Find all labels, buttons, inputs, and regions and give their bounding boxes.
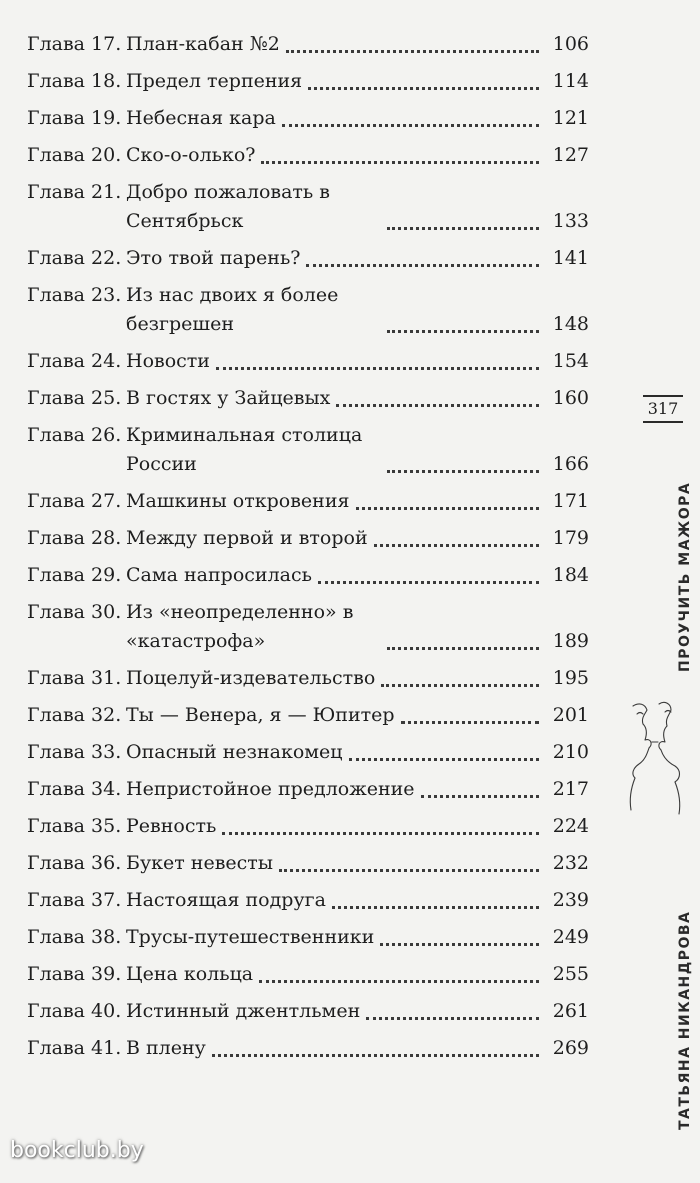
chapter-label: Глава 25. [27, 387, 122, 409]
chapter-label: Глава 29. [27, 564, 122, 586]
chapter-label: Глава 21. [27, 181, 122, 203]
toc-entry [27, 524, 589, 553]
toc-entry [27, 281, 589, 339]
book-title: ПРОУЧИТЬ МАЖОРА [677, 481, 693, 672]
toc-entry [27, 997, 589, 1026]
author-name: ТАТЬЯНА НИКАНДРОВА [677, 910, 693, 1130]
toc-entry [27, 849, 589, 878]
toc-entry [27, 923, 589, 952]
dot-leader [306, 264, 539, 267]
toc-entry [27, 487, 589, 516]
toc-entry [27, 886, 589, 915]
chapter-page: 195 [552, 667, 589, 689]
dot-leader [387, 330, 539, 333]
toc-entry [27, 561, 589, 590]
toc-entry [27, 598, 589, 656]
dot-leader [279, 869, 539, 872]
chapter-page: 232 [552, 852, 589, 874]
chapter-title: Между первой и второй [126, 527, 368, 549]
chapter-page: 154 [552, 350, 589, 372]
dot-leader [349, 758, 539, 761]
dot-leader [387, 227, 539, 230]
toc-entry [27, 178, 589, 236]
chapter-page: 189 [552, 630, 589, 652]
chapter-page: 171 [552, 490, 589, 512]
toc-entry [27, 244, 589, 273]
kissing-faces-icon [625, 698, 685, 823]
chapter-label: Глава 17. [27, 33, 122, 55]
chapter-title: Предел терпения [126, 70, 303, 92]
chapter-label: Глава 30. [27, 601, 122, 623]
chapter-page: 217 [552, 778, 589, 800]
chapter-page: 239 [552, 889, 589, 911]
side-margin [625, 0, 693, 1183]
chapter-title: В плену [126, 1037, 206, 1059]
chapter-page: 166 [552, 453, 589, 475]
chapter-label: Глава 23. [27, 284, 122, 306]
chapter-label: Глава 32. [27, 704, 122, 726]
toc-entry [27, 812, 589, 841]
chapter-page: 261 [552, 1000, 589, 1022]
chapter-label: Глава 18. [27, 70, 122, 92]
chapter-title: Криминальная столица России [126, 424, 363, 475]
watermark: bookclub.by [10, 1138, 144, 1163]
toc-entry [27, 30, 589, 59]
chapter-page: 148 [552, 313, 589, 335]
chapter-title: Поцелуй-издевательство [126, 667, 376, 689]
chapter-title: Это твой парень? [126, 247, 301, 269]
chapter-title: В гостях у Зайцевых [126, 387, 331, 409]
dot-leader [318, 581, 539, 584]
dot-leader [212, 1054, 539, 1057]
dot-leader [261, 161, 539, 164]
chapter-page: 201 [552, 704, 589, 726]
chapter-label: Глава 36. [27, 852, 122, 874]
chapter-page: 114 [552, 70, 589, 92]
chapter-title: Небесная кара [126, 107, 276, 129]
chapter-page: 133 [552, 210, 589, 232]
chapter-title: Машкины откровения [126, 490, 350, 512]
table-of-contents [27, 30, 589, 1071]
toc-entry [27, 701, 589, 730]
dot-leader [387, 470, 539, 473]
chapter-title: Из нас двоих я более безгрешен [126, 284, 339, 335]
dot-leader [374, 544, 539, 547]
dot-leader [222, 832, 539, 835]
chapter-label: Глава 39. [27, 963, 122, 985]
chapter-label: Глава 31. [27, 667, 122, 689]
dot-leader [356, 507, 540, 510]
chapter-label: Глава 28. [27, 527, 122, 549]
chapter-label: Глава 20. [27, 144, 122, 166]
chapter-label: Глава 24. [27, 350, 122, 372]
toc-entry [27, 347, 589, 376]
toc-entry [27, 421, 589, 479]
toc-entry [27, 738, 589, 767]
chapter-title: Ревность [126, 815, 217, 837]
chapter-title: Трусы-путешественники [126, 926, 375, 948]
chapter-page: 249 [552, 926, 589, 948]
dot-leader [387, 647, 539, 650]
chapter-label: Глава 35. [27, 815, 122, 837]
chapter-title: Ты — Венера, я — Юпитер [126, 704, 395, 726]
chapter-title: Ско-о-олько? [126, 144, 256, 166]
dot-leader [336, 404, 539, 407]
chapter-label: Глава 41. [27, 1037, 122, 1059]
toc-entry [27, 664, 589, 693]
chapter-label: Глава 38. [27, 926, 122, 948]
dot-leader [308, 87, 539, 90]
dot-leader [282, 124, 539, 127]
dot-leader [380, 943, 539, 946]
dot-leader [366, 1017, 539, 1020]
chapter-title: Добро пожаловать в Сентябрьск [126, 181, 330, 232]
chapter-page: 210 [552, 741, 589, 763]
dot-leader [421, 795, 539, 798]
dot-leader [381, 684, 539, 687]
toc-entry [27, 384, 589, 413]
chapter-page: 127 [552, 144, 589, 166]
chapter-label: Глава 27. [27, 490, 122, 512]
chapter-page: 160 [552, 387, 589, 409]
chapter-page: 141 [552, 247, 589, 269]
chapter-page: 224 [552, 815, 589, 837]
chapter-page: 106 [552, 33, 589, 55]
chapter-label: Глава 33. [27, 741, 122, 763]
chapter-title: Настоящая подруга [126, 889, 326, 911]
toc-entry [27, 960, 589, 989]
chapter-title: Цена кольца [126, 963, 254, 985]
chapter-title: Букет невесты [126, 852, 273, 874]
chapter-label: Глава 40. [27, 1000, 122, 1022]
chapter-title: Сама напросилась [126, 564, 312, 586]
dot-leader [401, 721, 539, 724]
toc-entry [27, 104, 589, 133]
chapter-page: 269 [552, 1037, 589, 1059]
chapter-title: Непристойное предложение [126, 778, 415, 800]
toc-entry [27, 67, 589, 96]
chapter-page: 184 [552, 564, 589, 586]
chapter-title: План-кабан №2 [126, 33, 280, 55]
page-number: 317 [643, 395, 683, 423]
toc-entry [27, 775, 589, 804]
chapter-title: Новости [126, 350, 210, 372]
chapter-label: Глава 26. [27, 424, 122, 446]
dot-leader [332, 906, 539, 909]
chapter-page: 121 [552, 107, 589, 129]
toc-entry [27, 141, 589, 170]
dot-leader [259, 980, 539, 983]
chapter-label: Глава 22. [27, 247, 122, 269]
chapter-title: Из «неопределенно» в «катастрофа» [126, 601, 354, 652]
chapter-label: Глава 37. [27, 889, 122, 911]
chapter-page: 255 [552, 963, 589, 985]
toc-entry [27, 1034, 589, 1063]
chapter-title: Опасный незнакомец [126, 741, 343, 763]
dot-leader [216, 367, 539, 370]
chapter-page: 179 [552, 527, 589, 549]
chapter-label: Глава 19. [27, 107, 122, 129]
dot-leader [286, 50, 539, 53]
chapter-label: Глава 34. [27, 778, 122, 800]
chapter-title: Истинный джентльмен [126, 1000, 361, 1022]
